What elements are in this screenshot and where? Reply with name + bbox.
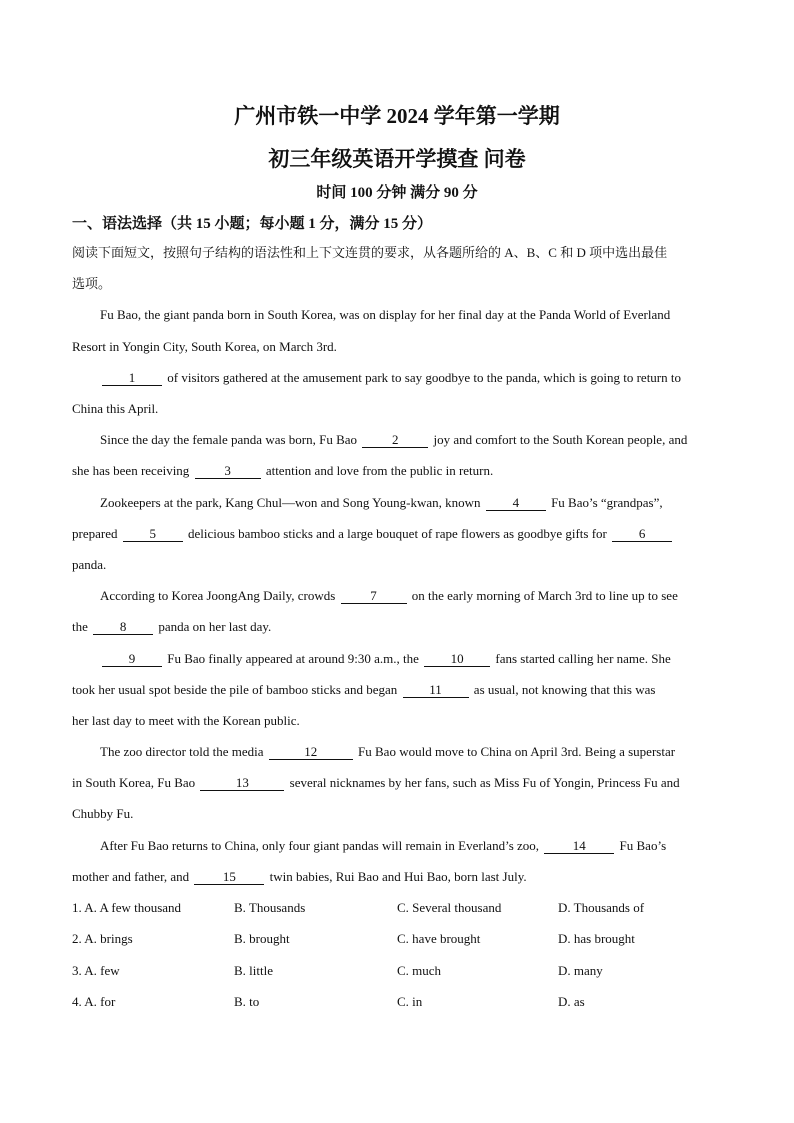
passage-line bbox=[100, 837, 722, 855]
passage-text: as usual, not knowing that this was bbox=[473, 682, 656, 697]
passage-line: China this April. bbox=[72, 401, 159, 416]
passage-line: her last day to meet with the Korean public. bbox=[72, 713, 300, 728]
option-q1-c: C. Several thousand bbox=[397, 900, 502, 915]
option-q3-b: B. little bbox=[234, 963, 273, 978]
option-q2-d: D. has brought bbox=[558, 931, 635, 946]
instruction-line: 选项。 bbox=[72, 276, 112, 291]
option-q1-a: 1. A. A few thousand bbox=[72, 900, 182, 915]
passage-line: panda. bbox=[72, 557, 107, 572]
passage-line bbox=[72, 462, 722, 480]
passage-text: in South Korea, Fu Bao bbox=[72, 775, 196, 790]
passage-text: Fu Bao’s bbox=[619, 838, 667, 853]
passage-line bbox=[100, 650, 722, 668]
passage-text: prepared bbox=[72, 526, 118, 541]
blank-15: 15 bbox=[194, 869, 264, 885]
passage-text: took her usual spot beside the pile of bamboo sticks and began bbox=[72, 682, 398, 697]
passage-line bbox=[72, 774, 722, 792]
passage-text: the bbox=[72, 619, 88, 634]
passage-text: she has been receiving bbox=[72, 463, 190, 478]
option-q4-a: 4. A. for bbox=[72, 994, 116, 1009]
blank-2: 2 bbox=[362, 432, 428, 448]
blank-13: 13 bbox=[200, 775, 284, 791]
passage-text: fans started calling her name. She bbox=[495, 651, 671, 666]
passage-text: attention and love from the public in return. bbox=[265, 463, 494, 478]
blank-4: 4 bbox=[486, 495, 546, 511]
option-q1-b: B. Thousands bbox=[234, 900, 306, 915]
option-q2-a: 2. A. brings bbox=[72, 931, 133, 946]
passage-text: According to Korea JoongAng Daily, crowds bbox=[100, 588, 336, 603]
blank-8: 8 bbox=[93, 619, 153, 635]
passage-text: several nicknames by her fans, such as Miss Fu of Yongin, Princess Fu and bbox=[289, 775, 680, 790]
blank-5: 5 bbox=[123, 526, 183, 542]
passage-text: on the early morning of March 3rd to line up to see bbox=[411, 588, 678, 603]
blank-12: 12 bbox=[269, 744, 353, 760]
passage-line bbox=[100, 743, 722, 761]
passage-text: After Fu Bao returns to China, only four giant pandas will remain in Everland’s zoo, bbox=[100, 838, 540, 853]
instruction-line: 阅读下面短文，按照句子结构的语法性和上下文连贯的要求，从各题所给的 A、B、C 和 D 项中选出最佳 bbox=[72, 245, 668, 260]
passage-text: Since the day the female panda was born, Fu Bao bbox=[100, 432, 358, 447]
blank-6: 6 bbox=[612, 526, 672, 542]
option-q3-a: 3. A. few bbox=[72, 963, 120, 978]
option-q4-c: C. in bbox=[397, 994, 423, 1009]
passage-line: Resort in Yongin City, South Korea, on March 3rd. bbox=[72, 339, 337, 354]
passage-line bbox=[100, 587, 722, 605]
option-q2-b: B. brought bbox=[234, 931, 290, 946]
option-q2-c: C. have brought bbox=[397, 931, 481, 946]
option-q3-c: C. much bbox=[397, 963, 442, 978]
passage-text: mother and father, and bbox=[72, 869, 190, 884]
passage-line: Fu Bao, the giant panda born in South Korea, was on display for her final day at the Panda World of Everland bbox=[100, 307, 671, 322]
passage-line bbox=[100, 369, 722, 387]
exam-info: 时间 100 分钟 满分 90 分 bbox=[316, 185, 478, 201]
passage-text: Fu Bao’s “grandpas”, bbox=[551, 495, 663, 510]
passage-text: of visitors gathered at the amusement park to say goodbye to the panda, which is going to return to bbox=[167, 370, 681, 385]
section-heading: 一、语法选择（共 15 小题；每小题 1 分，满分 15 分） bbox=[72, 216, 433, 232]
option-q3-d: D. many bbox=[558, 963, 603, 978]
blank-9: 9 bbox=[102, 651, 162, 667]
passage-text: Zookeepers at the park, Kang Chul—won and Song Young-kwan, known bbox=[100, 495, 481, 510]
exam-title: 广州市铁一中学 2024 学年第一学期 bbox=[234, 104, 560, 128]
blank-3: 3 bbox=[195, 463, 261, 479]
passage-text: twin babies, Rui Bao and Hui Bao, born last July. bbox=[269, 869, 527, 884]
passage-text: panda on her last day. bbox=[158, 619, 272, 634]
blank-11: 11 bbox=[403, 682, 469, 698]
passage-text: Fu Bao would move to China on April 3rd. Being a superstar bbox=[358, 744, 676, 759]
blank-7: 7 bbox=[341, 588, 407, 604]
passage-line bbox=[100, 431, 722, 449]
blank-10: 10 bbox=[424, 651, 490, 667]
exam-subtitle: 初三年级英语开学摸查 问卷 bbox=[268, 147, 526, 171]
passage-text: Fu Bao finally appeared at around 9:30 a.m., the bbox=[167, 651, 419, 666]
passage-text: The zoo director told the media bbox=[100, 744, 264, 759]
passage-line bbox=[72, 525, 722, 543]
passage-line bbox=[100, 494, 722, 512]
passage-line bbox=[72, 618, 722, 636]
passage-line: Chubby Fu. bbox=[72, 806, 134, 821]
option-q4-b: B. to bbox=[234, 994, 260, 1009]
blank-1: 1 bbox=[102, 370, 162, 386]
passage-line bbox=[72, 868, 722, 886]
passage-line bbox=[72, 681, 722, 699]
passage-text: joy and comfort to the South Korean people, and bbox=[433, 432, 688, 447]
option-q4-d: D. as bbox=[558, 994, 585, 1009]
passage-text: delicious bamboo sticks and a large bouquet of rape flowers as goodbye gifts for bbox=[187, 526, 607, 541]
option-q1-d: D. Thousands of bbox=[558, 900, 645, 915]
blank-14: 14 bbox=[544, 838, 614, 854]
